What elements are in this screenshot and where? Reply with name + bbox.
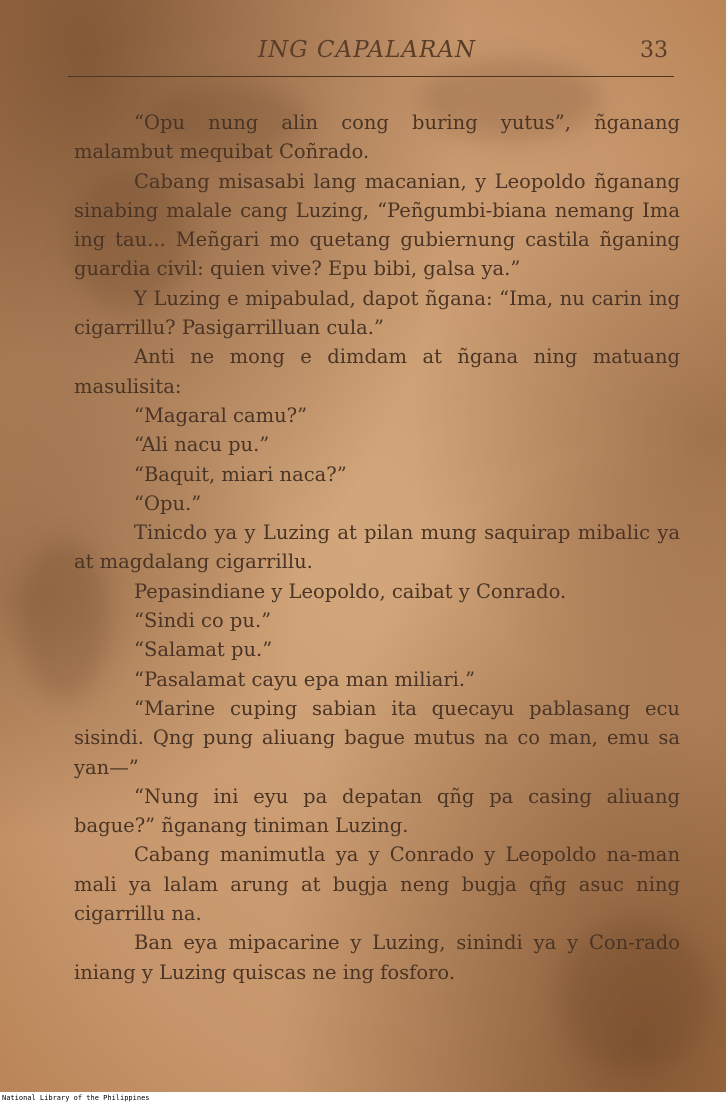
library-credit: National Library of the Philippines [2, 1094, 150, 1102]
paragraph: “Nung ini eyu pa depatan qñg pa casing aliuang bague?” ñganang tiniman Luzing. [74, 784, 680, 838]
paragraph: “Baquit, miari naca?” [134, 462, 347, 486]
paragraph: Anti ne mong e dimdam at ñgana ning matuang masulisita: [74, 345, 680, 398]
paragraph: Cabang misasabi lang macanian, y Leopoldo ñganang sinabing malale cang Luzing, “Peñgumbi-biana nemang Ima ing tau... Meñgari mo quetang gubiernung castila ñganing guardia civil: quien vive? Epu bibi, galsa ya.” [74, 169, 680, 281]
page-header [68, 30, 674, 77]
paragraph: “Opu nung alin cong buring yutus”, ñganang malambut mequibat Coñrado. [74, 111, 680, 164]
paragraph: “Magaral camu?” [134, 403, 308, 427]
page-number: 33 [640, 38, 668, 63]
paragraph: “Marine cuping sabian ita quecayu pablasang ecu sisindi. Qng pung aliuang bague mutus na co man, emu sa yan—” [74, 696, 680, 779]
paragraph: “Sindi co pu.” [134, 609, 272, 633]
paragraph: “Opu.” [134, 491, 202, 515]
running-title: ING CAPALARAN [258, 37, 477, 63]
paragraph: Pepasindiane y Leopoldo, caibat y Conrado. [134, 579, 567, 603]
paragraph: Y Luzing e mipabulad, dapot ñgana: “Ima, nu carin ing cigarrillu? Pasigarrilluan cula.” [74, 286, 680, 340]
paragraph: Tinicdo ya y Luzing at pilan mung saquirap mibalic ya at magdalang cigarrillu. [74, 521, 680, 574]
paragraph: “Ali nacu pu.” [134, 433, 270, 457]
body-text [74, 108, 680, 987]
paragraph: “Salamat pu.” [134, 638, 273, 662]
paragraph: Cabang manimutla ya y Conrado y Leopoldo na-man mali ya lalam arung at bugja neng bugja qñg asuc ning cigarrillu na. [74, 843, 680, 926]
paragraph: “Pasalamat cayu epa man miliari.” [134, 667, 476, 691]
paragraph: Ban eya mipacarine y Luzing, sinindi ya y Con-rado iniang y Luzing quiscas ne ing fosforo. [74, 931, 680, 984]
